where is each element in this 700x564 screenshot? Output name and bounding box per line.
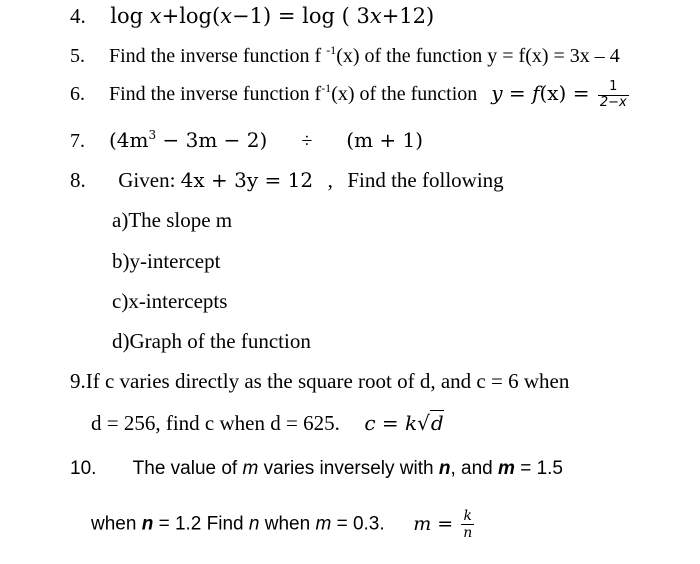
function-f: f: [532, 81, 540, 106]
question-number: 9.: [70, 369, 86, 393]
log-expression: [110, 4, 434, 28]
find-text: Find the following: [347, 168, 504, 192]
variable-n: n: [438, 458, 451, 479]
inverse-variation-formula: [413, 508, 474, 542]
fraction-numerator: 1: [598, 80, 629, 96]
fraction: [598, 80, 629, 111]
question-text-continued: d = 256, find c when d = 625.: [91, 411, 340, 435]
comma: ,: [327, 168, 333, 192]
function-lhs: y: [491, 81, 503, 106]
question-10-line-2: [91, 508, 474, 541]
log-plus: +log: [161, 4, 212, 28]
variable-n: n: [248, 513, 260, 535]
question-text-continued: (x) of the function y = f(x) = 3x – 4: [336, 45, 620, 67]
equals-sign: =: [502, 81, 533, 106]
question-text: The value of: [132, 458, 243, 479]
given-equation: 4x + 3y = 12: [180, 168, 314, 192]
given-label: Given:: [118, 168, 176, 192]
question-text: = 1.2 Find: [153, 513, 249, 535]
question-text: If c varies directly as the square root of d, and c = 6 when: [85, 369, 570, 393]
exponent: 3: [148, 128, 157, 142]
log-end: +12): [381, 4, 435, 28]
question-text-continued: (x) of the function: [331, 83, 478, 106]
variable-x: x: [149, 4, 162, 28]
part-a: a)The slope m: [112, 208, 233, 232]
question-9-line-2: [91, 413, 444, 434]
dividend: [109, 128, 267, 152]
divisor: (m + 1): [346, 128, 424, 152]
question-text: , and: [450, 458, 499, 479]
question-9: [70, 371, 569, 392]
dividend-part-a: (4m: [109, 128, 149, 152]
fraction-denominator: n: [463, 525, 473, 542]
part-d: d)Graph of the function: [112, 329, 311, 353]
question-number: 10.: [70, 458, 97, 479]
part-c: c)x-intercepts: [112, 289, 228, 313]
part-b: b)y-intercept: [112, 249, 221, 273]
variable-x: x: [369, 4, 382, 28]
formula-lhs: c = k: [364, 411, 418, 435]
question-number: 6.: [70, 83, 85, 106]
open-paren: (: [212, 4, 221, 28]
radicand: d: [430, 411, 444, 435]
question-7: [70, 129, 423, 151]
fraction-denominator: 2−x: [599, 94, 627, 110]
question-number: 8.: [70, 168, 86, 192]
function-arg: (x) =: [539, 81, 596, 106]
question-text: = 0.3.: [331, 513, 385, 535]
variable-n: n: [141, 513, 154, 535]
question-6: [70, 80, 629, 111]
question-4: [70, 6, 434, 27]
sqrt-icon: √: [417, 411, 430, 435]
question-10: [70, 459, 563, 478]
inverse-superscript: -1: [326, 43, 337, 57]
question-text: Find the inverse function f: [109, 45, 327, 67]
dividend-part-b: − 3m − 2): [156, 128, 268, 152]
question-text: varies inversely with: [258, 458, 439, 479]
question-text: = 1.5: [514, 458, 564, 479]
question-text: when: [259, 513, 316, 535]
log-word: log: [110, 4, 144, 28]
question-number: 7.: [70, 130, 85, 152]
question-5: [70, 44, 620, 66]
variable-m: m: [498, 458, 515, 479]
inverse-superscript: -1: [321, 81, 332, 96]
variable-m: m: [242, 458, 259, 479]
variable-m: m: [315, 513, 332, 535]
direct-variation-formula: [364, 410, 443, 435]
question-number: 5.: [70, 45, 85, 67]
variable-x: x: [220, 4, 233, 28]
question-text: Find the inverse function f: [109, 83, 322, 106]
question-number: 4.: [70, 4, 86, 28]
log-middle: −1) = log ( 3: [232, 4, 370, 28]
fraction: [461, 508, 474, 541]
question-8: [70, 170, 504, 191]
fraction-numerator: k: [461, 508, 474, 525]
equals-sign: =: [431, 512, 460, 535]
divide-sign: ÷: [301, 130, 313, 152]
formula-m: m: [413, 512, 432, 535]
question-text: when: [91, 513, 142, 535]
